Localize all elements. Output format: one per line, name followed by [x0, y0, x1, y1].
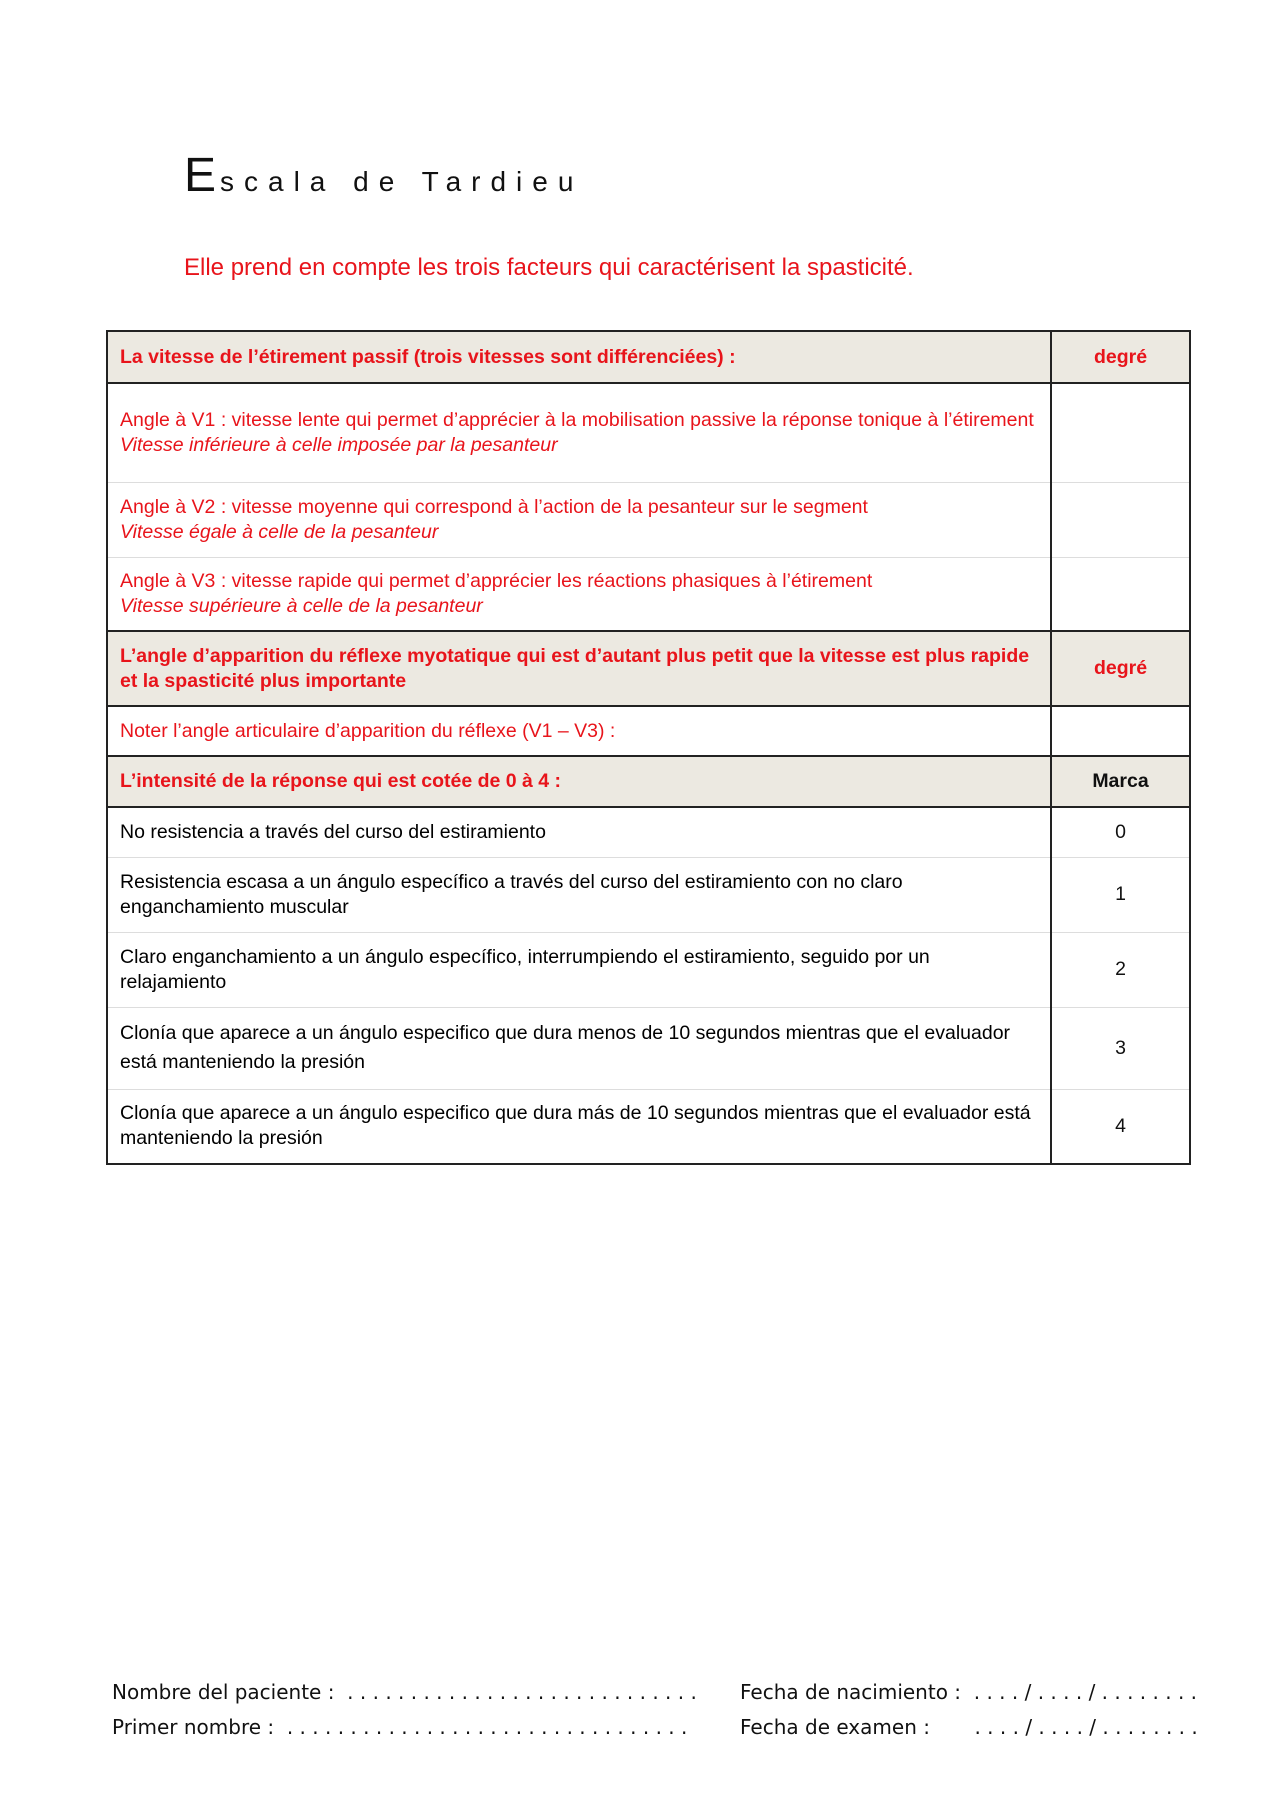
row-description: Noter l’angle articulaire d’apparition du réflexe (V1 – V3) : — [107, 706, 1051, 756]
birth-date-field[interactable]: Fecha de nacimiento : . . . . / . . . . / . . . . . . . . — [740, 1680, 1198, 1704]
exam-date-field[interactable]: Fecha de examen : . . . . / . . . . / . . . . . . . . — [740, 1715, 1198, 1739]
intensity-score: 3 — [1051, 1007, 1190, 1089]
intensity-score: 1 — [1051, 857, 1190, 932]
section-header-text: L’angle d’apparition du réflexe myotatique qui est d’autant plus petit que la vitesse est plus rapide et la spasticité plus importante — [107, 631, 1051, 706]
section-header-text: L’intensité de la réponse qui est cotée de 0 à 4 : — [107, 756, 1051, 807]
page-title — [184, 148, 583, 203]
table-row — [107, 383, 1190, 482]
section-header-unit: degré — [1051, 631, 1190, 706]
first-name-field[interactable]: Primer nombre : . . . . . . . . . . . . . . . . . . . . . . . . . . . . . . . . — [112, 1715, 688, 1739]
row-note-text: Vitesse supérieure à celle de la pesanteur — [120, 594, 483, 617]
table-row — [107, 482, 1190, 557]
intensity-description: Claro enganchamiento a un ángulo específico, interrumpiendo el estiramiento, seguido por un relajamiento — [107, 932, 1051, 1007]
intensity-description: Clonía que aparece a un ángulo especifico que dura más de 10 segundos mientras que el evaluador está manteniendo la presión — [107, 1089, 1051, 1164]
row-main-text: Angle à V1 : vitesse lente qui permet d’apprécier à la mobilisation passive la réponse tonique à l’étirement — [120, 408, 1034, 431]
section-header-intensity — [107, 756, 1190, 807]
page-subtitle: Elle prend en compte les trois facteurs qui caractérisent la spasticité. — [184, 254, 914, 281]
intensity-description: No resistencia a través del curso del estiramiento — [107, 807, 1051, 857]
degree-input-v2[interactable] — [1051, 482, 1190, 557]
table-row — [107, 1007, 1190, 1089]
title-initial: E — [184, 149, 221, 202]
intensity-description: Resistencia escasa a un ángulo específico a través del curso del estiramiento con no claro enganchamiento muscular — [107, 857, 1051, 932]
row-description — [107, 482, 1051, 557]
row-description — [107, 557, 1051, 631]
section-header-text: La vitesse de l’étirement passif (trois vitesses sont différenciées) : — [107, 331, 1051, 383]
reflex-angle-input[interactable] — [1051, 706, 1190, 756]
section-header-speed — [107, 331, 1190, 383]
table-row — [107, 1089, 1190, 1164]
row-main-text: Angle à V3 : vitesse rapide qui permet d’apprécier les réactions phasiques à l’étirement — [120, 569, 873, 592]
table-row — [107, 932, 1190, 1007]
title-rest: scala de Tardieu — [220, 166, 584, 197]
intensity-score: 0 — [1051, 807, 1190, 857]
degree-input-v1[interactable] — [1051, 383, 1190, 482]
table-row — [107, 557, 1190, 631]
patient-name-field[interactable]: Nombre del paciente : . . . . . . . . . . . . . . . . . . . . . . . . . . . . — [112, 1680, 697, 1704]
section-header-reflex — [107, 631, 1190, 706]
table-row — [107, 857, 1190, 932]
intensity-description: Clonía que aparece a un ángulo especifico que dura menos de 10 segundos mientras que el evaluador está manteniendo la presión — [107, 1007, 1051, 1089]
intensity-score: 2 — [1051, 932, 1190, 1007]
section-header-unit: degré — [1051, 331, 1190, 383]
tardieu-scale-table — [106, 330, 1191, 1165]
intensity-score: 4 — [1051, 1089, 1190, 1164]
degree-input-v3[interactable] — [1051, 557, 1190, 631]
row-note-text: Vitesse égale à celle de la pesanteur — [120, 520, 439, 543]
section-header-unit: Marca — [1051, 756, 1190, 807]
row-note-text: Vitesse inférieure à celle imposée par la pesanteur — [120, 433, 558, 456]
table-row — [107, 706, 1190, 756]
row-description — [107, 383, 1051, 482]
table-row — [107, 807, 1190, 857]
row-main-text: Angle à V2 : vitesse moyenne qui correspond à l’action de la pesanteur sur le segment — [120, 495, 868, 518]
